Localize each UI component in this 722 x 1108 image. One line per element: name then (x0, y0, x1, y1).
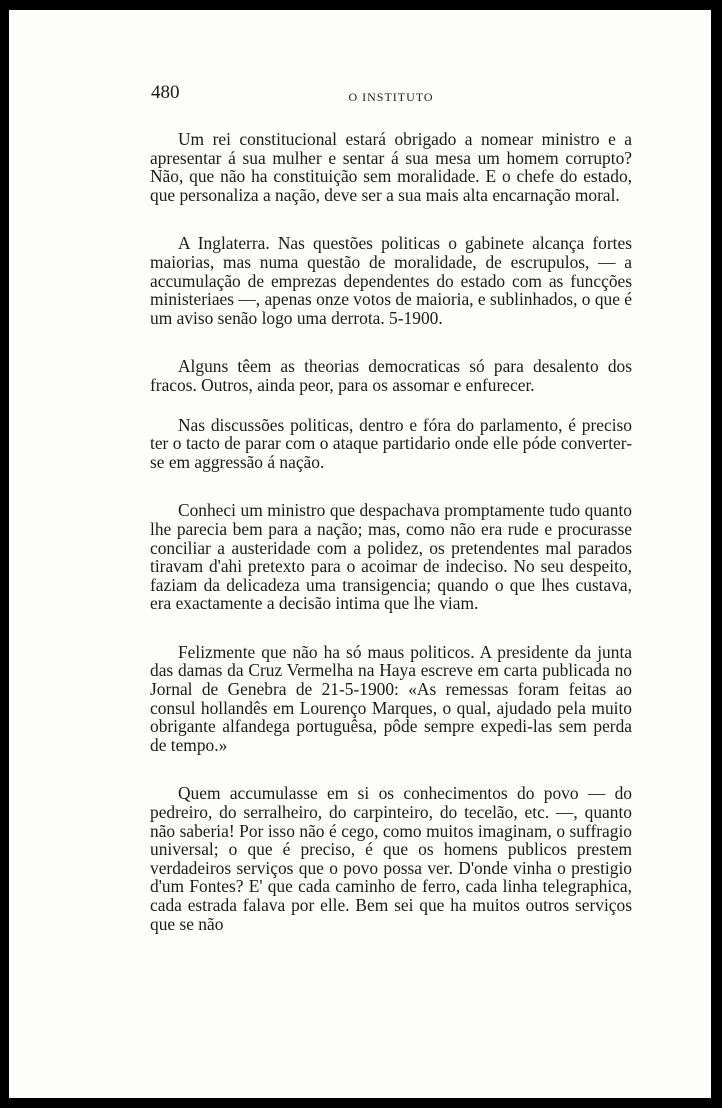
text-body (150, 130, 632, 933)
paragraph: Conheci um ministro que despachava promptamente tudo quanto lhe parecia bem para a nação; mas, como não era rude e procurasse conciliar a austeridade com a polidez, os pretendentes mal parados tiravam d'ahi pretexto para o acoimar de indeciso. No seu despeito, faziam da delicadeza uma transigencia; quando o que lhes custava, era exactamente a decisão intima que lhe viam. (150, 500, 632, 614)
page-header (151, 82, 631, 112)
paragraph: Felizmente que não ha só maus politicos. A presidente da junta das damas da Cruz Vermelha na Haya escreve em carta publicada no Jornal de Genebra de 21-5-1900: «As remessas foram feitas ao consul hollandês em Lourenço Marques, o qual, ajudado pela muito obrigante alfandega portuguêsa, pôde sempre expedi-las sem perda de tempo.» (150, 641, 632, 755)
running-title: O INSTITUTO (348, 90, 434, 104)
paragraph: Alguns têem as theorias democraticas só para desalento dos fracos. Outros, ainda peor, para os assomar e enfurecer. (150, 356, 632, 395)
paragraph: Quem accumulasse em si os conhecimentos do povo — do pedreiro, do serralheiro, do carpinteiro, do tecelão, etc. —, quanto não saberia! Por isso não é cego, como muitos imaginam, o suffragio universal; o que é preciso, é que os homens publicos prestem verdadeiros serviços que o povo possa ver. D'onde vinha o prestigio d'um Fontes? E' que cada caminho de ferro, cada linha telegraphica, cada estrada falava por elle. Bem sei que ha muitos outros serviços que se não (150, 783, 632, 934)
page-number: 480 (151, 82, 180, 103)
book-page (9, 10, 711, 1098)
paragraph: Um rei constitucional estará obrigado a nomear ministro e a apresentar á sua mulher e sentar á sua mesa um homem corrupto? Não, que não ha constituição sem moralidade. E o chefe do estado, que personaliza a nação, deve ser a sua mais alta encarnação moral. (150, 129, 632, 205)
paragraph: Nas discussões politicas, dentro e fóra do parlamento, é preciso ter o tacto de parar com o ataque partidario onde elle póde converter-se em aggressão á nação. (150, 414, 632, 472)
paragraph: A Inglaterra. Nas questões politicas o gabinete alcança fortes maiorias, mas numa questão de moralidade, de escrupulos, — a accumulação de emprezas dependentes do estado com as funcções ministeriaes —, apenas onze votos de maioria, e sublinhados, o que é um aviso senão logo uma derrota. 5-1900. (150, 233, 632, 328)
